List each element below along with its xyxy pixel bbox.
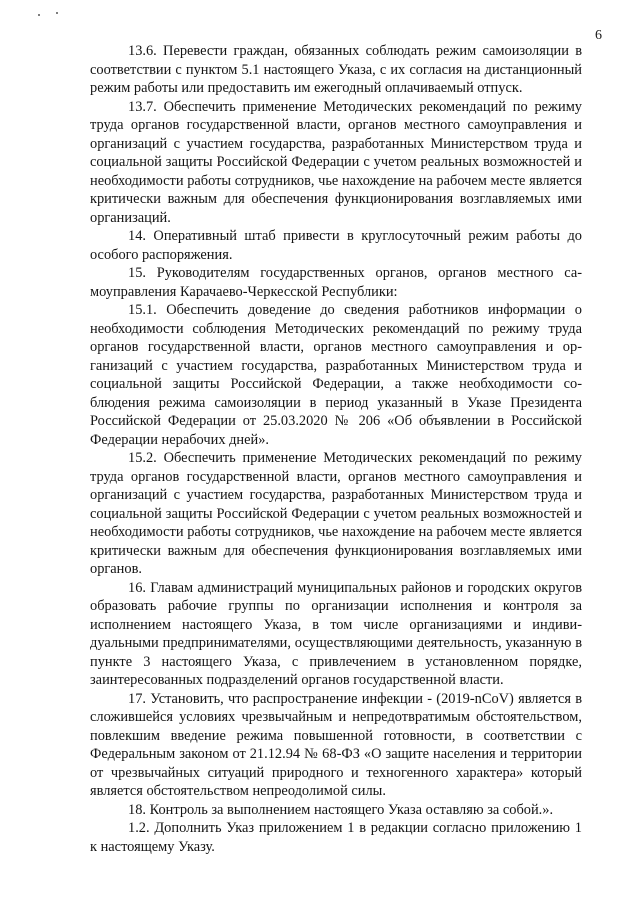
paragraph-15-1: 15.1. Обеспечить доведение до сведения работников информации о необходимости соблюдения Методических рекомендаций по режиму труда органов государственной власти, органов местного самоуправления и организаций с участием государства, разработанных Министерством труда и социальной защиты Российской Федерации, а также необходимости соблюдения режима самоизоляции в период указанный в Указе Президента Российской Федерации от 25.03.2020 № 206 «Об объявлении в Российской Федерации нерабочих дней». <box>90 302 582 448</box>
document-body <box>90 42 582 856</box>
paragraph-15: 15. Руководителям государственных органов, органов местного самоуправления Карачаево-Черкесской Республики: <box>90 265 582 300</box>
scan-specks <box>38 10 68 18</box>
paragraph-18: 18. Контроль за выполнением настоящего Указа оставляю за собой.». <box>128 801 554 818</box>
paragraph-17: 17. Установить, что распространение инфекции - (2019-nCoV) является в сложившейся условиях чрезвычайным и непредотвратимым обстоятельством, повлекшим введение режима повышенной готовности, в соответствии с Федеральным законом от 21.12.94 № 68-ФЗ «О защите населения и территории от чрезвычайных ситуаций природного и техногенного характера» который является обстоятельством непреодолимой силы. <box>90 690 582 799</box>
paragraph-15-2: 15.2. Обеспечить применение Методических рекомендаций по режиму труда органов государственной власти, органов местного самоуправления и организаций с участием государства, разработанных Министерством труда и социальной защиты Российской Федерации с учетом реальных возможностей и необходимости работы сотрудников, чье нахождение на рабочем месте является критически важным для обеспечения функционирования возглавляемых ими органов. <box>90 450 582 577</box>
paragraph-1-2: 1.2. Дополнить Указ приложением 1 в редакции согласно приложению 1 к настоящему Указу. <box>90 820 582 855</box>
paragraph-14: 14. Оперативный штаб привести в круглосуточный режим работы до особого распоряжения. <box>90 228 582 263</box>
paragraph-13-7: 13.7. Обеспечить применение Методических рекомендаций по режиму труда органов государственной власти, органов местного самоуправления и организаций с участием государства, разработанных Министерством труда и социальной защиты Российской Федерации с учетом реальных возможностей и необходимости работы сотрудников, чье нахождение на рабочем месте является критически важным для обеспечения функционирования возглавляемых ими организаций. <box>90 98 582 226</box>
page-number: 6 <box>595 28 602 43</box>
paragraph-16: 16. Главам администраций муниципальных районов и городских округов образовать рабочие группы по организации исполнения и контроля за исполнением настоящего Указа, в том числе организациями и индивидуальными предпринимателями, осуществляющими деятельность, указанную в пункте 3 настоящего Указа, с привлечением в установленном порядке, заинтересованных подразделений органов государственной власти. <box>90 579 582 688</box>
paragraph-13-6: 13.6. Перевести граждан, обязанных соблюдать режим самоизоляции в соответствии с пунктом 5.1 настоящего Указа, с их согласия на дистанционный режим работы или предоставить им ежегодный оплачиваемый отпуск. <box>90 43 582 96</box>
